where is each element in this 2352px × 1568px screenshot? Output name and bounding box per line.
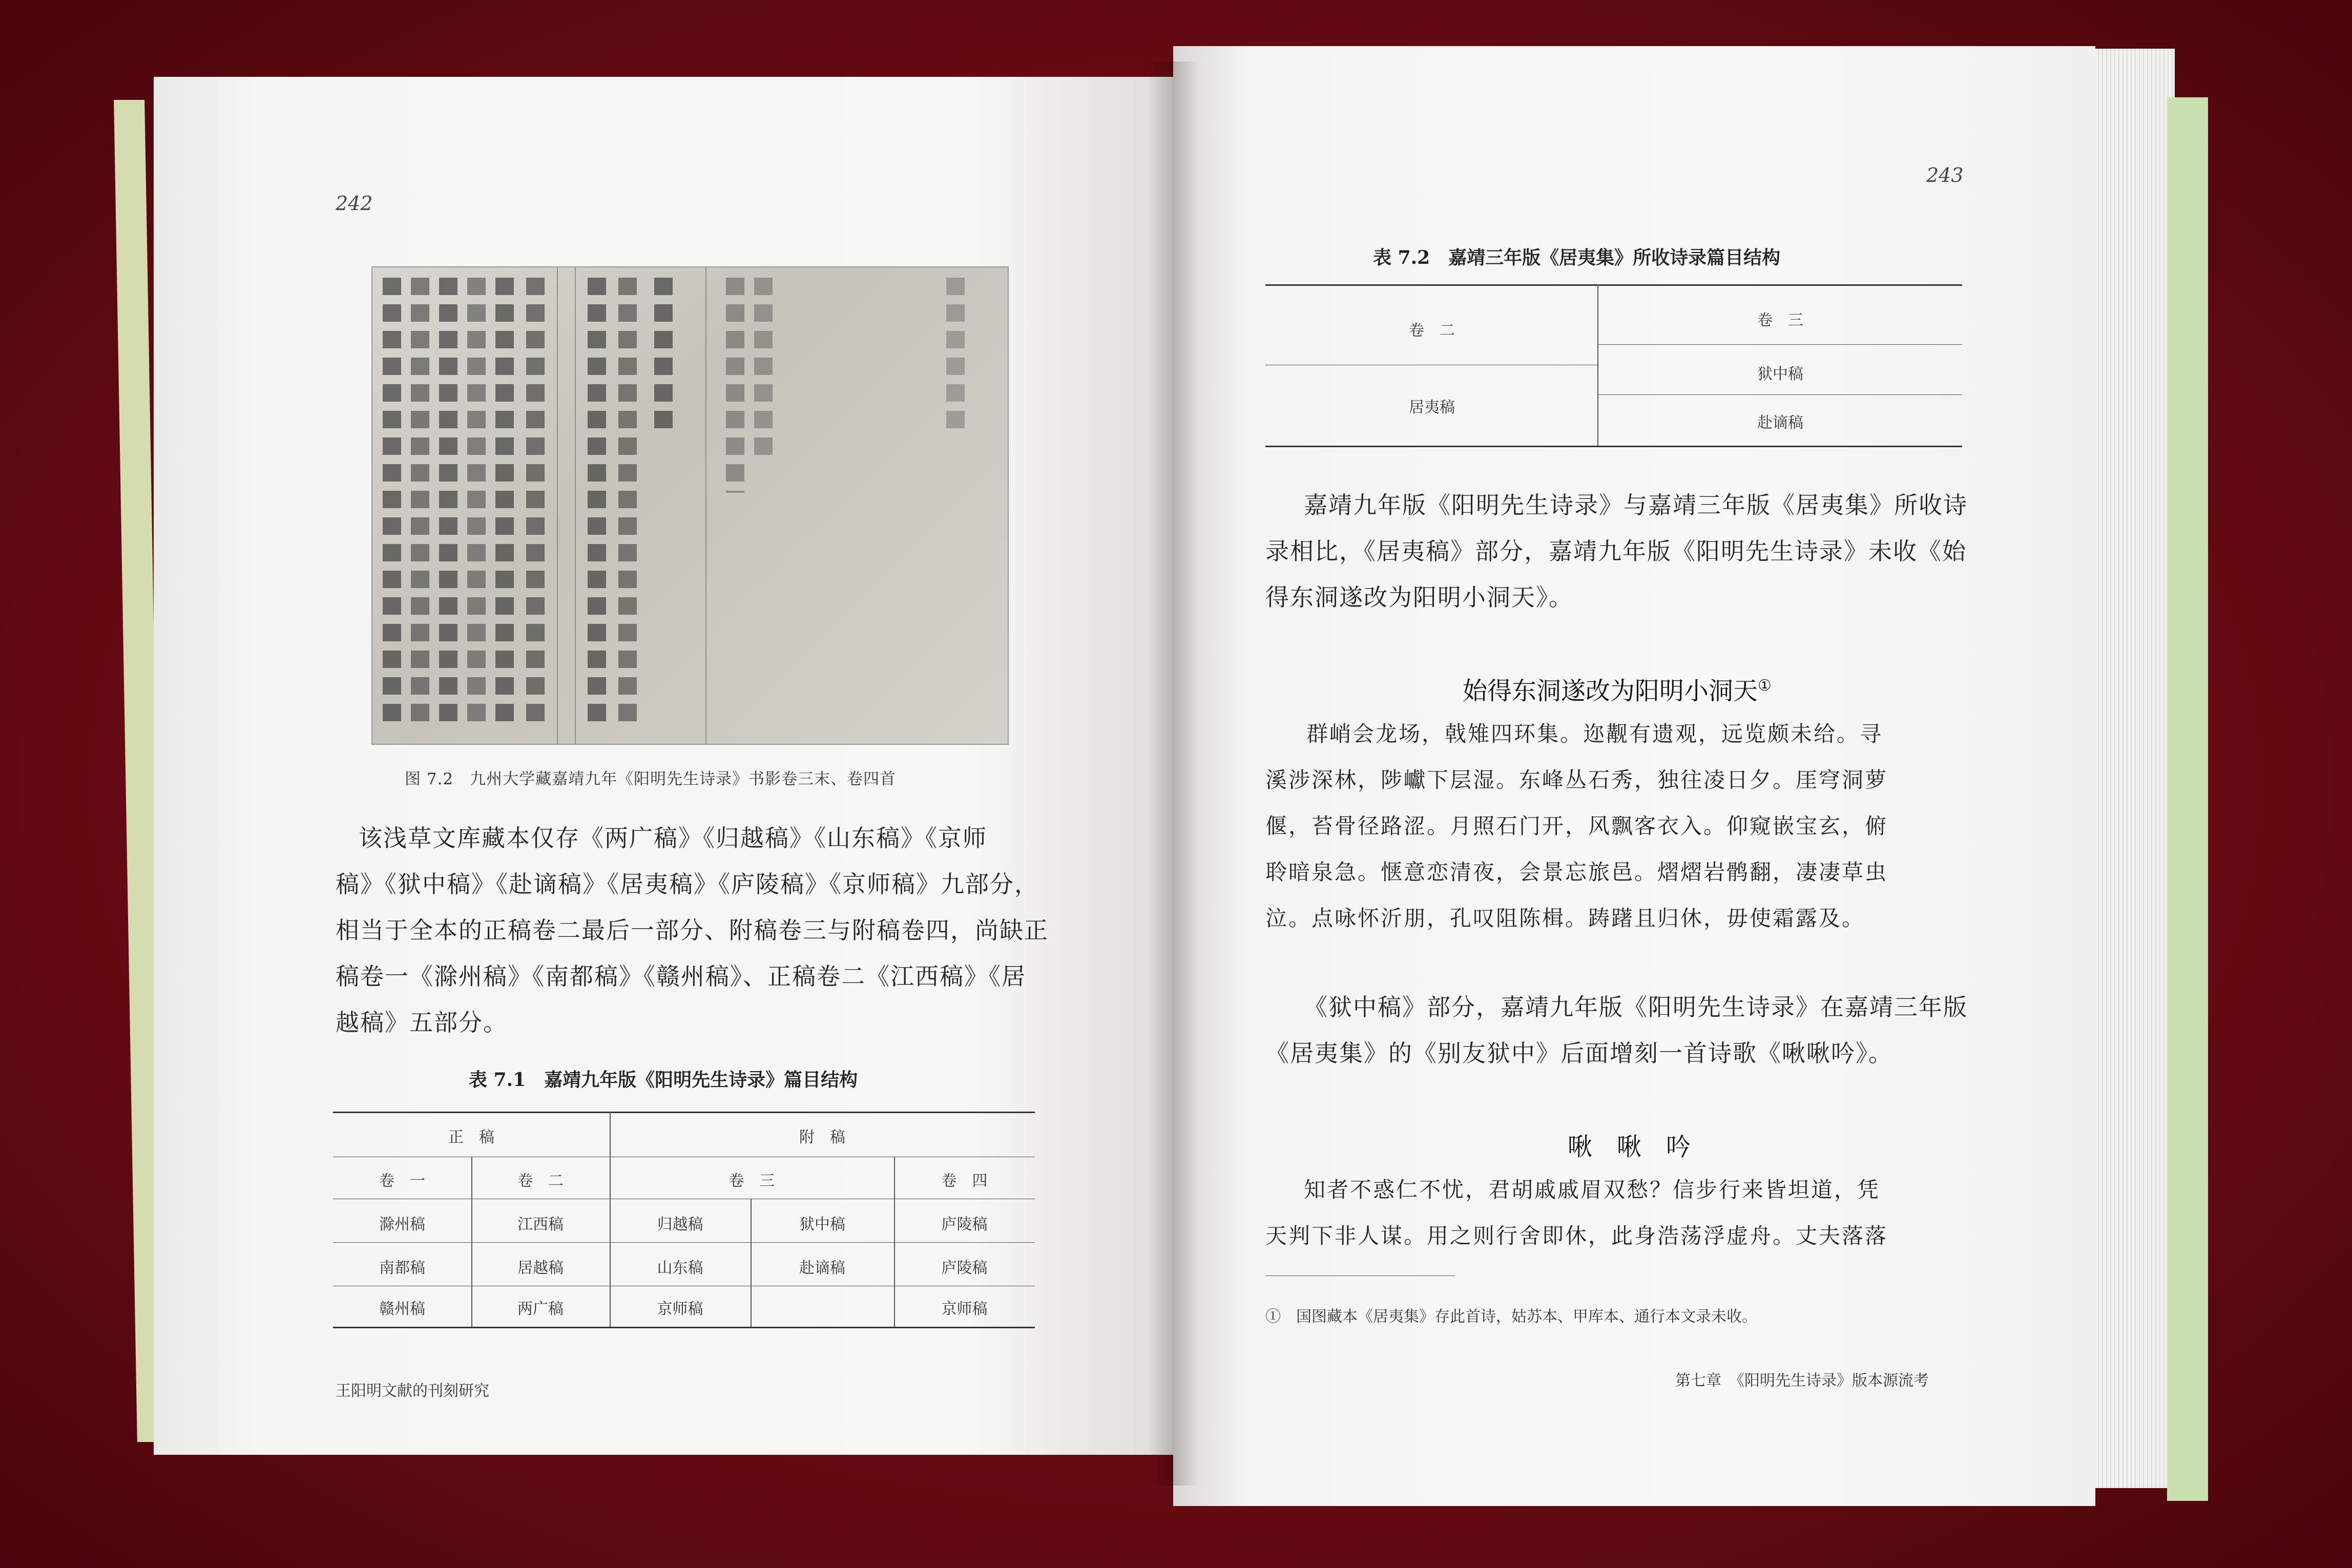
left-paragraph-line: 稿卷一《滁州稿》《南都稿》《赣州稿》、正稿卷二《江西稿》《居 xyxy=(336,963,1026,990)
poem-title-text: 始得东洞遂改为阳明小洞天 xyxy=(1463,677,1758,705)
table-cell: 京师稿 xyxy=(941,1300,988,1318)
table-cell: 居越稿 xyxy=(517,1259,564,1277)
left-paragraph-line: 该浅草文库藏本仅存《两广稿》《归越稿》《山东稿》《京师 xyxy=(359,824,987,852)
manuscript-figure xyxy=(371,266,1009,745)
table-header: 卷 二 xyxy=(1409,322,1455,340)
right-paragraph-line: 《狱中稿》部分，嘉靖九年版《阳明先生诗录》在嘉靖三年版 xyxy=(1304,993,1968,1021)
right-paragraph-line: 录相比，《居夷稿》部分，嘉靖九年版《阳明先生诗录》未收《始 xyxy=(1265,537,1967,565)
table-cell: 山东稿 xyxy=(657,1259,703,1277)
table-cell: 归越稿 xyxy=(657,1216,703,1234)
poem-line: 群峭会龙场，戟雉四环集。迩觏有遗观，远览颇未给。寻 xyxy=(1306,721,1883,746)
table-volume-header: 卷 四 xyxy=(941,1172,988,1190)
book-gutter-shadow xyxy=(1148,61,1199,1486)
table-group-header: 正 稿 xyxy=(448,1128,494,1146)
table-cell: 江西稿 xyxy=(517,1216,564,1234)
table-volume-header: 卷 一 xyxy=(379,1172,425,1190)
left-running-footer: 王阳明文献的刊刻研究 xyxy=(336,1382,489,1400)
table-cell: 赴谪稿 xyxy=(799,1259,845,1277)
right-paragraph-line: 嘉靖九年版《阳明先生诗录》与嘉靖三年版《居夷集》所收诗 xyxy=(1304,491,1968,519)
left-table-title: 表 7.1 嘉靖九年版《阳明先生诗录》篇目结构 xyxy=(469,1069,858,1091)
table-cell: 赴谪稿 xyxy=(1757,414,1803,432)
poem-title: 啾 啾 吟 xyxy=(1568,1133,1691,1161)
left-paragraph-line: 相当于全本的正稿卷二最后一部分、附稿卷三与附稿卷四，尚缺正 xyxy=(336,916,1049,944)
table-group-header: 附 稿 xyxy=(799,1128,845,1146)
left-paragraph-line: 越稿》五部分。 xyxy=(336,1009,508,1036)
left-paragraph-line: 稿》《狱中稿》《赴谪稿》《居夷稿》《庐陵稿》《京师稿》九部分， xyxy=(336,870,1039,898)
left-page-number: 242 xyxy=(336,192,373,215)
table-header: 卷 三 xyxy=(1757,311,1803,329)
page-edges xyxy=(2083,49,2175,1488)
book-cover-right-edge xyxy=(2167,97,2208,1501)
right-page-number: 243 xyxy=(1926,164,1964,186)
table-cell: 庐陵稿 xyxy=(941,1259,988,1277)
poem-line: 天判下非人谋。用之则行舍即休，此身浩荡浮虚舟。丈夫落落 xyxy=(1265,1223,1888,1248)
figure-caption: 图 7.2 九州大学藏嘉靖九年《阳明先生诗录》书影卷三末、卷四首 xyxy=(405,770,897,788)
table-cell: 两广稿 xyxy=(517,1300,564,1318)
right-table-title: 表 7.2 嘉靖三年版《居夷集》所收诗录篇目结构 xyxy=(1373,247,1781,268)
table-volume-header: 卷 二 xyxy=(517,1172,564,1190)
table-cell: 狱中稿 xyxy=(1757,365,1803,383)
footnote: ① 国图藏本《居夷集》存此首诗，姑苏本、甲库本、通行本文录未收。 xyxy=(1265,1308,1757,1326)
poem-title xyxy=(1463,671,1772,706)
table-cell: 南都稿 xyxy=(379,1259,425,1277)
poem-line: 偃，苔骨径路涩。月照石门开，风飘客衣入。仰窥嵌宝玄，俯 xyxy=(1265,813,1888,839)
table-cell: 京师稿 xyxy=(657,1300,703,1318)
table-cell: 赣州稿 xyxy=(379,1300,425,1318)
poem-line: 聆暗泉急。惬意恋清夜，会景忘旅邑。熠熠岩鹘翻，凄凄草虫 xyxy=(1265,860,1888,885)
right-running-footer: 第七章 《阳明先生诗录》版本源流考 xyxy=(1675,1372,1929,1390)
table-cell: 滁州稿 xyxy=(379,1216,425,1234)
poem-line: 知者不惑仁不忧，君胡戚戚眉双愁？信步行来皆坦道，凭 xyxy=(1304,1177,1881,1202)
footnote-marker: ① xyxy=(1758,677,1772,695)
table-cell: 居夷稿 xyxy=(1409,399,1455,416)
poem-line: 泣。点咏怀沂朋，孔叹阻陈楫。踌躇且归休，毋使霜露及。 xyxy=(1265,906,1865,931)
right-paragraph-line: 《居夷集》的《别友狱中》后面增刻一首诗歌《啾啾吟》。 xyxy=(1265,1039,1893,1067)
right-paragraph-line: 得东洞遂改为阳明小洞天》。 xyxy=(1265,583,1573,611)
table-cell: 庐陵稿 xyxy=(941,1216,988,1234)
table-volume-header: 卷 三 xyxy=(729,1172,775,1190)
poem-line: 溪涉深林，陟巘下层湿。东峰丛石秀，独往凌日夕。厓穹洞萝 xyxy=(1265,767,1888,792)
table-cell: 狱中稿 xyxy=(799,1216,845,1234)
